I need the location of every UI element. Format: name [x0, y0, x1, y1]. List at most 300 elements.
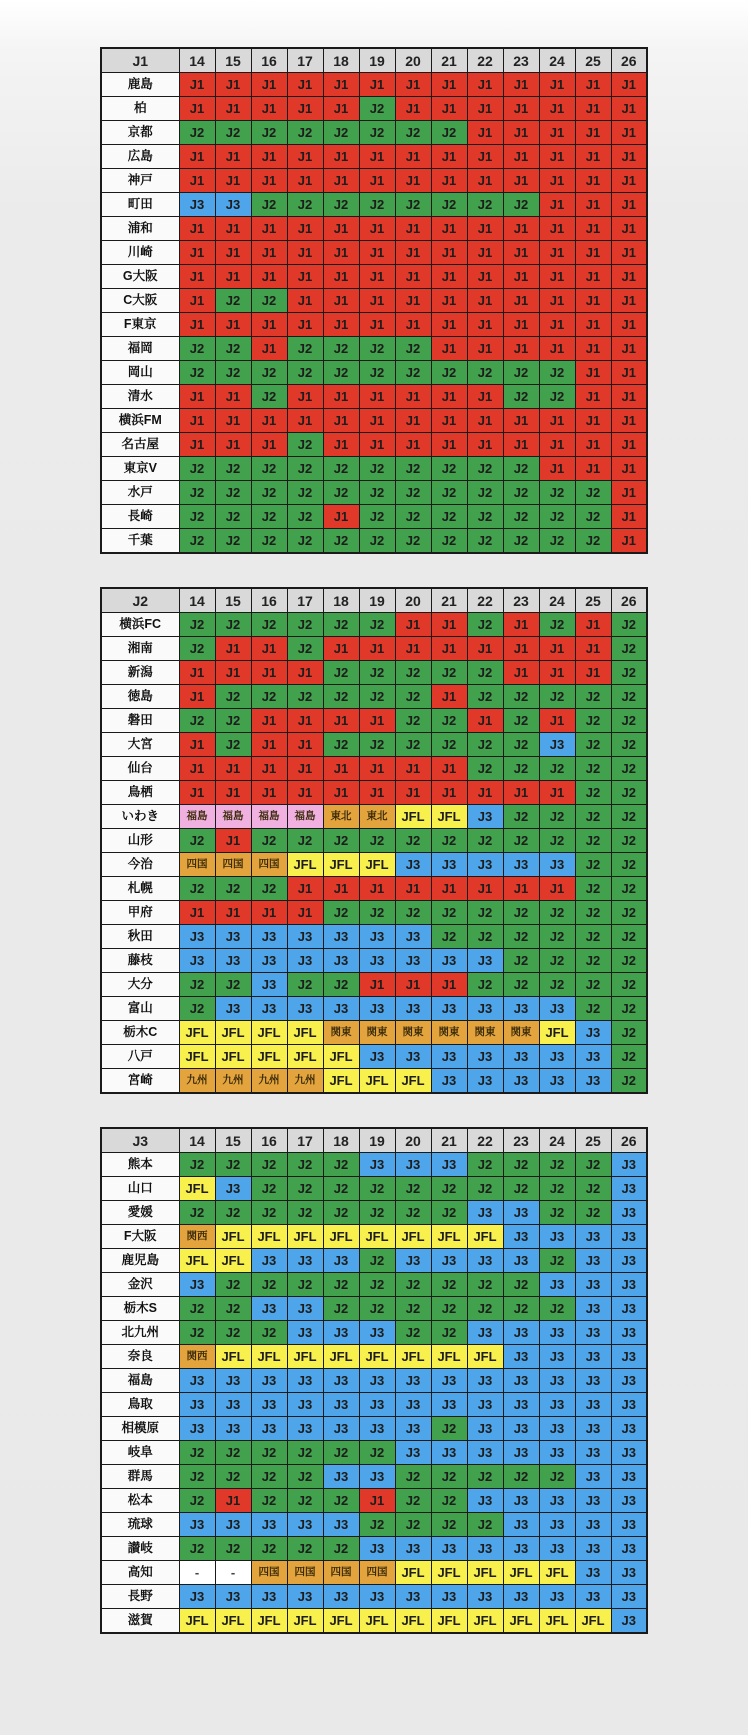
tier-cell: J1	[359, 709, 395, 733]
tier-cell: J1	[323, 169, 359, 193]
tier-cell: J2	[251, 193, 287, 217]
team-row	[101, 1585, 647, 1609]
tier-cell: J3	[359, 1537, 395, 1561]
team-row	[101, 1045, 647, 1069]
tier-cell: J2	[251, 1537, 287, 1561]
tier-cell: J1	[179, 433, 215, 457]
tier-cell: -	[215, 1561, 251, 1585]
team-row	[101, 121, 647, 145]
tier-cell: J2	[179, 637, 215, 661]
team-row	[101, 1021, 647, 1045]
tier-cell: J2	[431, 1321, 467, 1345]
tier-cell: J1	[467, 289, 503, 313]
tier-cell: J1	[323, 433, 359, 457]
tier-cell: J2	[575, 481, 611, 505]
tier-cell: J3	[503, 1489, 539, 1513]
year-header-cell: 23	[503, 588, 539, 613]
tier-cell: JFL	[215, 1045, 251, 1069]
tier-cell: J1	[503, 433, 539, 457]
team-row	[101, 685, 647, 709]
tier-cell: J1	[395, 781, 431, 805]
tier-cell: J2	[611, 925, 647, 949]
tier-cell: J3	[215, 1585, 251, 1609]
tier-cell: J3	[611, 1249, 647, 1273]
tier-cell: J2	[539, 1201, 575, 1225]
tier-cell: 関西	[179, 1225, 215, 1249]
tier-cell: J3	[575, 1045, 611, 1069]
tier-cell: J1	[611, 241, 647, 265]
tier-cell: J1	[611, 169, 647, 193]
tier-cell: J1	[431, 973, 467, 997]
team-name-cell: 愛媛	[101, 1201, 179, 1225]
tier-cell: J1	[539, 337, 575, 361]
tier-cell: J1	[467, 781, 503, 805]
tier-cell: J3	[611, 1273, 647, 1297]
tier-cell: 福島	[215, 805, 251, 829]
tier-cell: J2	[323, 1273, 359, 1297]
year-header-cell: 26	[611, 48, 647, 73]
tier-cell: J1	[251, 433, 287, 457]
tier-cell: J2	[431, 829, 467, 853]
tier-cell: J2	[503, 829, 539, 853]
tier-cell: J3	[467, 1069, 503, 1094]
tier-cell: J1	[215, 97, 251, 121]
tier-cell: JFL	[215, 1345, 251, 1369]
tier-cell: J2	[431, 1201, 467, 1225]
tier-cell: J2	[287, 433, 323, 457]
tier-cell: J1	[539, 241, 575, 265]
team-name-cell: 岐阜	[101, 1441, 179, 1465]
tier-cell: J2	[467, 1297, 503, 1321]
tier-cell: JFL	[323, 1609, 359, 1634]
tier-cell: JFL	[503, 1561, 539, 1585]
tier-cell: JFL	[395, 1225, 431, 1249]
tier-cell: JFL	[179, 1177, 215, 1201]
tier-cell: J3	[395, 1369, 431, 1393]
tier-cell: J2	[395, 505, 431, 529]
tier-cell: J3	[287, 1321, 323, 1345]
tier-cell: J1	[251, 169, 287, 193]
tier-cell: JFL	[215, 1609, 251, 1634]
tier-cell: J2	[539, 973, 575, 997]
tier-cell: J2	[539, 481, 575, 505]
tier-cell: J2	[287, 361, 323, 385]
tier-cell: J1	[431, 337, 467, 361]
tier-cell: J2	[431, 121, 467, 145]
year-header-cell: 23	[503, 48, 539, 73]
tier-cell: J3	[359, 1369, 395, 1393]
tier-cell: J1	[539, 169, 575, 193]
tier-cell: JFL	[287, 1345, 323, 1369]
tier-cell: J2	[215, 529, 251, 554]
tier-cell: J3	[431, 1369, 467, 1393]
tier-cell: J2	[251, 481, 287, 505]
tier-cell: JFL	[179, 1249, 215, 1273]
tier-cell: J1	[251, 733, 287, 757]
tier-cell: J1	[611, 481, 647, 505]
tier-cell: J1	[215, 169, 251, 193]
team-name-cell: 松本	[101, 1489, 179, 1513]
tier-cell: J1	[503, 73, 539, 97]
team-row	[101, 313, 647, 337]
tier-cell: J2	[431, 1465, 467, 1489]
tier-cell: 関東	[395, 1021, 431, 1045]
tier-cell: J2	[323, 121, 359, 145]
tier-cell: J2	[359, 829, 395, 853]
year-header-cell: 25	[575, 1128, 611, 1153]
year-header-cell: 15	[215, 1128, 251, 1153]
tier-cell: J2	[395, 1465, 431, 1489]
tier-cell: J3	[539, 997, 575, 1021]
tier-cell: J3	[179, 193, 215, 217]
tier-cell: J3	[503, 1225, 539, 1249]
tier-cell: J3	[179, 1273, 215, 1297]
tier-cell: J3	[503, 853, 539, 877]
tier-cell: J1	[395, 385, 431, 409]
tier-cell: J2	[395, 1297, 431, 1321]
tier-cell: J2	[215, 481, 251, 505]
team-row	[101, 733, 647, 757]
tier-cell: 九州	[251, 1069, 287, 1094]
tier-cell: J2	[503, 1177, 539, 1201]
tier-cell: J3	[467, 1201, 503, 1225]
tier-cell: J1	[179, 901, 215, 925]
tier-cell: J1	[539, 97, 575, 121]
tier-cell: J3	[395, 1441, 431, 1465]
tier-cell: J3	[395, 1153, 431, 1177]
tier-cell: J2	[359, 1273, 395, 1297]
team-name-cell: 東京V	[101, 457, 179, 481]
tier-cell: J3	[539, 1345, 575, 1369]
year-header-cell: 20	[395, 48, 431, 73]
tier-cell: J2	[575, 505, 611, 529]
tier-cell: J1	[179, 289, 215, 313]
tier-cell: J2	[575, 733, 611, 757]
tier-cell: J1	[323, 637, 359, 661]
tier-cell: J1	[287, 169, 323, 193]
year-header-cell: 14	[179, 588, 215, 613]
tier-cell: J3	[611, 1513, 647, 1537]
tier-cell: J2	[323, 901, 359, 925]
tier-cell: J2	[431, 457, 467, 481]
team-name-cell: 京都	[101, 121, 179, 145]
league-table-j3	[100, 1127, 648, 1634]
tier-cell: J3	[395, 1045, 431, 1069]
tier-cell: J1	[575, 385, 611, 409]
tier-cell: J3	[251, 1585, 287, 1609]
tier-cell: J2	[323, 193, 359, 217]
tier-cell: J3	[575, 1021, 611, 1045]
team-row	[101, 1249, 647, 1273]
tier-cell: J1	[575, 73, 611, 97]
team-name-cell: 金沢	[101, 1273, 179, 1297]
team-name-cell: 富山	[101, 997, 179, 1021]
year-header-cell: 24	[539, 48, 575, 73]
tier-cell: J3	[215, 949, 251, 973]
tier-cell: J3	[539, 1225, 575, 1249]
tier-cell: J1	[431, 217, 467, 241]
tier-cell: J1	[359, 241, 395, 265]
tier-cell: J2	[395, 337, 431, 361]
year-header-cell: 22	[467, 48, 503, 73]
tier-cell: J2	[215, 709, 251, 733]
tier-cell: J3	[575, 1345, 611, 1369]
tier-cell: J1	[503, 145, 539, 169]
year-header-cell: 21	[431, 48, 467, 73]
tier-cell: J1	[575, 613, 611, 637]
tier-cell: J1	[359, 217, 395, 241]
team-name-cell: 群馬	[101, 1465, 179, 1489]
tier-cell: J2	[467, 973, 503, 997]
tier-cell: J1	[323, 73, 359, 97]
tier-cell: J1	[323, 145, 359, 169]
tier-cell: J1	[431, 73, 467, 97]
tier-cell: J2	[323, 1201, 359, 1225]
tier-cell: JFL	[431, 805, 467, 829]
year-header-cell: 15	[215, 48, 251, 73]
tier-cell: J2	[395, 661, 431, 685]
tier-cell: J2	[215, 1465, 251, 1489]
tier-cell: J2	[215, 457, 251, 481]
tier-cell: J3	[323, 997, 359, 1021]
tier-cell: J3	[323, 1393, 359, 1417]
tier-cell: J3	[395, 997, 431, 1021]
tier-cell: J1	[467, 121, 503, 145]
tier-cell: J3	[179, 1393, 215, 1417]
tier-cell: JFL	[431, 1561, 467, 1585]
tier-cell: J1	[467, 409, 503, 433]
tier-cell: 福島	[179, 805, 215, 829]
tier-cell: J3	[467, 1249, 503, 1273]
tier-cell: J3	[287, 997, 323, 1021]
tier-cell: J1	[539, 217, 575, 241]
tier-cell: J2	[395, 1513, 431, 1537]
team-name-cell: 湘南	[101, 637, 179, 661]
tier-cell: J3	[611, 1225, 647, 1249]
year-header-cell: 16	[251, 588, 287, 613]
tier-cell: J2	[395, 829, 431, 853]
tier-cell: J3	[251, 1393, 287, 1417]
tier-cell: J1	[611, 529, 647, 554]
tier-cell: J1	[611, 289, 647, 313]
tier-cell: J2	[287, 829, 323, 853]
tier-cell: J1	[323, 217, 359, 241]
tier-cell: J3	[539, 1369, 575, 1393]
tier-cell: J1	[611, 217, 647, 241]
table-title-cell: J2	[101, 588, 179, 613]
tier-cell: J1	[467, 169, 503, 193]
year-header-cell: 21	[431, 1128, 467, 1153]
team-row	[101, 385, 647, 409]
tier-cell: J1	[323, 877, 359, 901]
team-name-cell: 鹿児島	[101, 1249, 179, 1273]
tier-cell: J1	[179, 145, 215, 169]
tier-cell: J3	[539, 1585, 575, 1609]
tier-cell: J1	[467, 385, 503, 409]
tier-cell: J2	[539, 757, 575, 781]
tier-cell: J1	[179, 265, 215, 289]
tier-cell: J1	[215, 145, 251, 169]
tier-cell: J3	[503, 1441, 539, 1465]
tier-cell: 四国	[323, 1561, 359, 1585]
tier-cell: J1	[467, 265, 503, 289]
tier-cell: J2	[431, 193, 467, 217]
tier-cell: J2	[395, 361, 431, 385]
year-header-cell: 22	[467, 1128, 503, 1153]
tier-cell: 四国	[251, 853, 287, 877]
tier-cell: JFL	[539, 1021, 575, 1045]
tier-cell: J3	[539, 1069, 575, 1094]
tier-cell: J2	[359, 481, 395, 505]
tier-cell: J1	[611, 97, 647, 121]
tier-cell: J2	[467, 529, 503, 554]
tier-cell: J1	[287, 313, 323, 337]
tier-cell: J1	[611, 265, 647, 289]
team-name-cell: 大分	[101, 973, 179, 997]
tier-cell: J1	[611, 313, 647, 337]
tier-cell: J1	[287, 757, 323, 781]
tier-cell: 関東	[503, 1021, 539, 1045]
team-row	[101, 1513, 647, 1537]
tier-cell: J3	[215, 1177, 251, 1201]
tier-cell: J2	[611, 661, 647, 685]
tier-cell: JFL	[251, 1609, 287, 1634]
tier-cell: J1	[539, 781, 575, 805]
tier-cell: J1	[539, 661, 575, 685]
tier-cell: J1	[503, 637, 539, 661]
tier-cell: J1	[287, 781, 323, 805]
tier-cell: J2	[179, 121, 215, 145]
league-table-j2	[100, 587, 648, 1094]
team-name-cell: 藤枝	[101, 949, 179, 973]
tier-cell: J1	[359, 1489, 395, 1513]
tier-cell: J2	[251, 385, 287, 409]
tier-cell: J2	[395, 901, 431, 925]
tier-cell: J2	[503, 925, 539, 949]
tier-cell: J2	[395, 1321, 431, 1345]
tier-cell: J1	[575, 289, 611, 313]
tier-cell: J2	[503, 1273, 539, 1297]
team-row	[101, 433, 647, 457]
tier-cell: J2	[287, 1537, 323, 1561]
tier-cell: J1	[251, 409, 287, 433]
team-name-cell: 甲府	[101, 901, 179, 925]
tier-cell: J3	[575, 1249, 611, 1273]
tier-cell: J3	[323, 925, 359, 949]
tier-cell: J1	[503, 313, 539, 337]
team-name-cell: 札幌	[101, 877, 179, 901]
tier-cell: J1	[359, 73, 395, 97]
tier-cell: J2	[359, 457, 395, 481]
tier-cell: J3	[287, 1417, 323, 1441]
tier-cell: J3	[359, 1585, 395, 1609]
tier-cell: J2	[179, 457, 215, 481]
tier-cell: J1	[467, 877, 503, 901]
tier-cell: J2	[575, 829, 611, 853]
tier-cell: J2	[359, 685, 395, 709]
tier-cell: J3	[179, 925, 215, 949]
tier-cell: J3	[251, 1417, 287, 1441]
tier-cell: J3	[611, 1177, 647, 1201]
tier-cell: J2	[467, 1177, 503, 1201]
tier-cell: J2	[611, 1069, 647, 1094]
tier-cell: J2	[503, 481, 539, 505]
team-row	[101, 1609, 647, 1634]
tier-cell: J1	[179, 385, 215, 409]
tier-cell: 関東	[467, 1021, 503, 1045]
tier-cell: J3	[467, 1321, 503, 1345]
tier-cell: J2	[467, 457, 503, 481]
tier-cell: J2	[575, 997, 611, 1021]
team-name-cell: 長崎	[101, 505, 179, 529]
tier-cell: J2	[575, 853, 611, 877]
tier-cell: J2	[215, 505, 251, 529]
tier-cell: J3	[503, 1321, 539, 1345]
tier-cell: J1	[179, 241, 215, 265]
tier-cell: J3	[611, 1369, 647, 1393]
tier-cell: J2	[179, 1153, 215, 1177]
team-row	[101, 241, 647, 265]
tier-cell: J2	[359, 1513, 395, 1537]
tier-cell: J2	[179, 613, 215, 637]
tier-cell: J2	[431, 661, 467, 685]
tier-cell: J2	[539, 505, 575, 529]
tier-cell: J3	[395, 1249, 431, 1273]
tier-cell: J2	[395, 193, 431, 217]
tier-cell: JFL	[539, 1609, 575, 1634]
tier-cell: J1	[431, 757, 467, 781]
tier-cell: J2	[575, 709, 611, 733]
tier-cell: JFL	[431, 1345, 467, 1369]
team-name-cell: 鳥取	[101, 1393, 179, 1417]
tier-cell: J2	[503, 505, 539, 529]
tier-cell: J1	[287, 97, 323, 121]
tier-cell: J3	[215, 193, 251, 217]
team-name-cell: 仙台	[101, 757, 179, 781]
tier-cell: J1	[251, 901, 287, 925]
tier-cell: J2	[287, 1177, 323, 1201]
tier-cell: J2	[359, 901, 395, 925]
tier-cell: 四国	[287, 1561, 323, 1585]
team-row	[101, 613, 647, 637]
tier-cell: JFL	[179, 1021, 215, 1045]
tier-cell: J1	[251, 781, 287, 805]
team-row	[101, 1417, 647, 1441]
tier-cell: J3	[611, 1321, 647, 1345]
tier-cell: J2	[431, 481, 467, 505]
tier-cell: J1	[539, 709, 575, 733]
tier-cell: J2	[179, 337, 215, 361]
tier-cell: J1	[395, 73, 431, 97]
tier-cell: J2	[611, 901, 647, 925]
tier-cell: J2	[179, 973, 215, 997]
tier-cell: J1	[539, 145, 575, 169]
tier-cell: J2	[611, 973, 647, 997]
year-header-cell: 21	[431, 588, 467, 613]
tier-cell: 福島	[287, 805, 323, 829]
tier-cell: J3	[431, 1249, 467, 1273]
tier-cell: J3	[323, 1513, 359, 1537]
tier-cell: J3	[539, 1441, 575, 1465]
tier-cell: J2	[503, 385, 539, 409]
year-header-cell: 18	[323, 1128, 359, 1153]
tier-cell: J3	[179, 1513, 215, 1537]
team-name-cell: 町田	[101, 193, 179, 217]
tier-cell: J2	[359, 529, 395, 554]
team-row	[101, 73, 647, 97]
tier-cell: J2	[539, 1249, 575, 1273]
tier-cell: 四国	[179, 853, 215, 877]
